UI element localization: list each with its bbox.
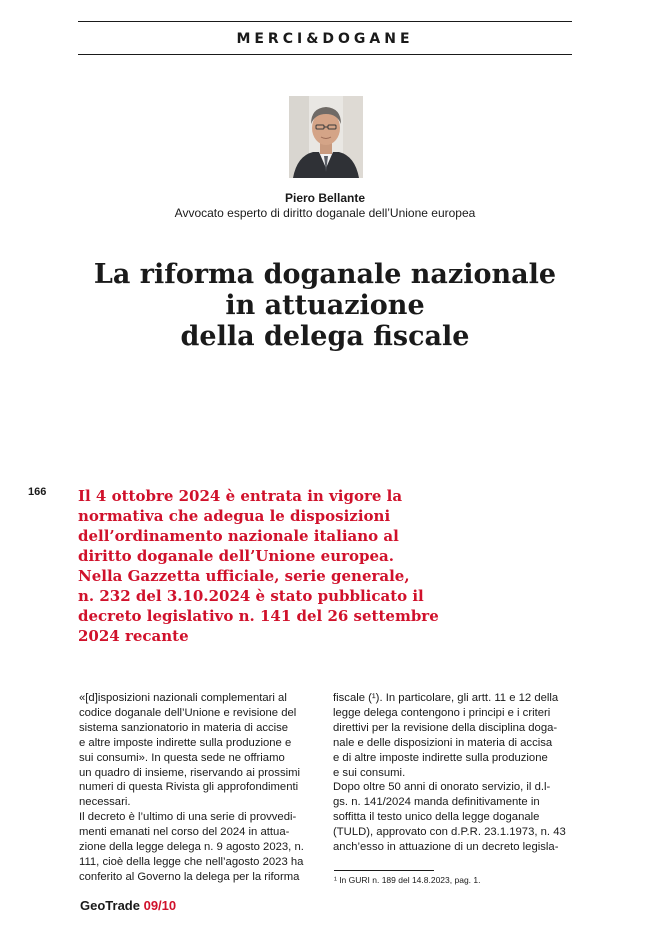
title-line: in attuazione [225,290,425,321]
body-line: Dopo oltre 50 anni di onorato servizio, il d.l- [333,781,551,794]
lead-line: decreto legislativo n. 141 del 26 settembre [78,607,439,625]
body-line: direttivi per la revisione della disciplina doga- [333,721,558,734]
body-column-right [333,691,573,855]
section-title: MERCI&DOGANE [236,31,414,47]
article-title [60,259,590,352]
magazine-brand [80,898,176,913]
footnote-rule [334,870,434,871]
body-line: soffitta il testo unico della legge doganale [333,811,540,824]
header-rule-bottom [78,54,572,55]
body-line: legge delega contengono i principi e i criteri [333,706,551,719]
header-rule-top [78,21,572,22]
body-line: e sui consumi. [333,766,406,779]
lead-paragraph [78,486,458,646]
lead-line: normativa che adegua le disposizioni [78,507,391,525]
body-line: anch’esso in attuazione di un decreto legisla- [333,841,559,854]
body-line: «[d]isposizioni nazionali complementari al [79,692,287,704]
lead-line: Nella Gazzetta ufficiale, serie generale, [78,567,410,585]
author-name: Piero Bellante [284,191,366,205]
body-line: 111, cioè della legge che nell’agosto 2023 ha [79,855,304,868]
body-line: gs. n. 141/2024 manda definitivamente in [333,796,540,809]
body-line: Il decreto è l’ultimo di una serie di provvedi- [79,811,297,824]
author-photo [289,96,363,178]
body-line: nale e delle disposizioni in materia di accisa [333,736,553,749]
lead-line: diritto doganale dell’Unione europea. [78,547,395,565]
body-line: (TULD), approvato con d.P.R. 23.1.1973, n. 43 [333,826,566,839]
body-line: fiscale (¹). In particolare, gli artt. 11 e 12 della [333,692,559,704]
body-line: zione della legge delega n. 9 agosto 2023, n. [79,841,304,854]
body-line: un quadro di insieme, riservando ai prossimi [79,766,301,779]
lead-line: Il 4 ottobre 2024 è entrata in vigore la [78,487,403,505]
author-role: Avvocato esperto di diritto doganale dell’Unione europea [174,206,476,220]
lead-line: dell’ordinamento nazionale italiano al [78,527,399,545]
lead-line: n. 232 del 3.10.2024 è stato pubblicato il [78,587,424,605]
body-line: e di altre imposte indirette sulla produzione [333,751,548,764]
body-line: sui consumi». In questa sede ne offriamo [79,751,285,764]
body-column-left [79,691,319,885]
issue-number: 09/10 [143,898,177,913]
body-line: codice doganale dell’Unione e revisione del [79,706,297,719]
title-line: della delega fiscale [180,321,470,352]
title-line: La riforma doganale nazionale [93,259,557,290]
page-number: 166 [28,486,47,498]
brand-name: GeoTrade [80,898,140,913]
body-line: necessari. [79,796,131,809]
body-line: conferito al Governo la delega per la riforma [79,870,300,883]
footnote: ¹ In GURI n. 189 del 14.8.2023, pag. 1. [334,875,481,885]
body-line: menti emanati nel corso del 2024 in attua- [79,826,290,839]
lead-line: 2024 recante [78,627,189,645]
body-line: numeri di questa Rivista gli approfondimenti [79,781,299,794]
body-line: e altre imposte indirette sulla produzione e [79,736,292,749]
body-line: sistema sanzionatorio in materia di accise [79,721,289,734]
